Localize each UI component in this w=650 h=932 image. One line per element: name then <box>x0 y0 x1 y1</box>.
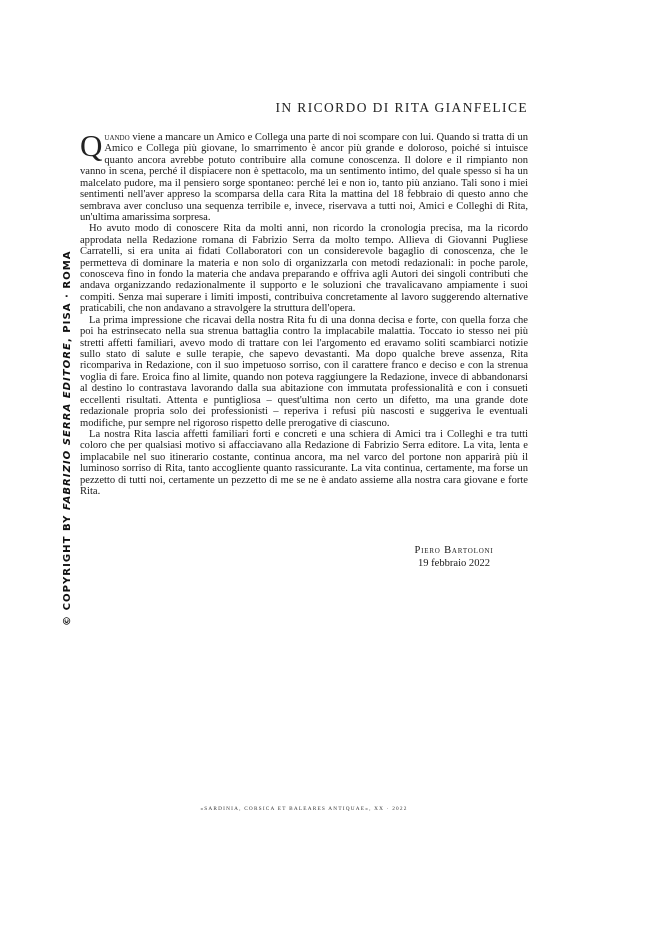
copyright-prefix: © COPYRIGHT BY <box>62 510 73 626</box>
paragraph-3: La prima impressione che ricavai della nostra Rita fu di una donna decisa e forte, con quella forza che poi ha estrinsecato nella sua strenua battaglia contro la implacabile malattia. Toccato io stesso nei più stretti affetti familiari, avevo modo di trattare con lei l'argomento ed eravamo soliti scambiarci notizie sullo stato di salute e sulle terapie, che sapevo devastanti. Ma dopo qualche breve assenza, Rita ricompariva in Redazione, con il suo impetuoso sorriso, con il carattere franco e deciso e con la strenua voglia di fare. Eroica fino al limite, quando non poteva raggiungere la Redazione, invece di abbandonarsi al destino lo contrastava lavorando dalla sua abitazione con immutata professionalità e con i consueti eccellenti risultati. Attenta e puntigliosa – quest'ultima non certo un difetto, ma una grande dote redazionale propria solo dei professionisti – reperiva i refusi più nascosti e suggeriva le eventuali modifiche, pur sempre nel rigoroso rispetto delle prerogative di ciascuno. <box>80 314 528 429</box>
paragraph-4: La nostra Rita lascia affetti familiari forti e concreti e una schiera di Amici tra i Colleghi e tra tutti coloro che per qualsiasi motivo si affacciavano alla Redazione di Fabrizio Serra editore. La vita, lenta e implacabile nel suo itinerario costante, continua ancora, ma nel varco del portone non apparirà più il luminoso sorriso di Rita, tanto accogliente quanto rassicurante. La vita continua, certamente, ma forse un pezzetto di tutti noi, certamente un pezzetto di me se ne è andato assieme alla nostra cara giovane e forte Rita. <box>80 428 528 498</box>
copyright-notice <box>62 250 73 626</box>
paragraph-1-text: viene a mancare un Amico e Collega una parte di noi scompare con lui. Quando si tratta di un Amico e Collega più giovane, lo smarrimento è ancor più grande e doloroso, poiché si intuisce quanto ancora avrebbe potuto contribuire alla comune conoscenza. Il dolore e il rimpianto non vanno in scena, perché il dispiacere non è spettacolo, ma un sentimento intimo, del quale spesso si ha un malcelato pudore, ma il pensiero sorge spontaneo: perché lei e non io, tanto più anziano. Tali sono i miei sentimenti nell'aver appreso la scomparsa della cara Rita la mattina del 18 febbraio di questo anno che sembrava aver concluso una sequenza terribile e, invece, riservava a tutti noi, Amici e Colleghi di Rita, un'ultima amarissima sorpresa. <box>80 132 528 223</box>
signature-date: 19 febbraio 2022 <box>417 557 491 569</box>
copyright-suffix: , PISA · ROMA <box>62 250 73 343</box>
drop-cap: Q <box>80 128 103 163</box>
paragraph-1 <box>80 128 528 223</box>
paragraph-2: Ho avuto modo di conoscere Rita da molti anni, non ricordo la cronologia precisa, ma la ricordo approdata nella Redazione romana di Fabrizio Serra da molto tempo. Allieva di Giovanni Pugliese Carratelli, si era unita ai fidati Collaboratori con un considerevole bagaglio di conoscenza, che le permetteva di dominare la materia e non solo di organizzarla con metodi redazionali: in poche parole, conosceva fino in fondo la materia che andava preparando e offriva agli Autori dei singoli contributi che andava organizzando redazionalmente il supporto e le soluzioni che travalicavano ampiamente i suoi compiti. Senza mai superare i limiti imposti, contribuiva concretamente al lavoro suggerendo alternative praticabili, che non andavano a stravolgere la struttura dell'opera. <box>80 223 528 315</box>
author-name: Piero Bartoloni <box>414 545 494 556</box>
article-body <box>80 128 528 498</box>
signature-block <box>380 545 528 570</box>
journal-footer: «SARDINIA, CORSICA ET BALEARES ANTIQUAE», XX · 2022 <box>200 806 408 812</box>
page-title: IN RICORDO DI RITA GIANFELICE <box>275 100 528 115</box>
copyright-publisher: FABRIZIO SERRA EDITORE <box>62 342 73 511</box>
lead-word: uando <box>104 132 130 143</box>
